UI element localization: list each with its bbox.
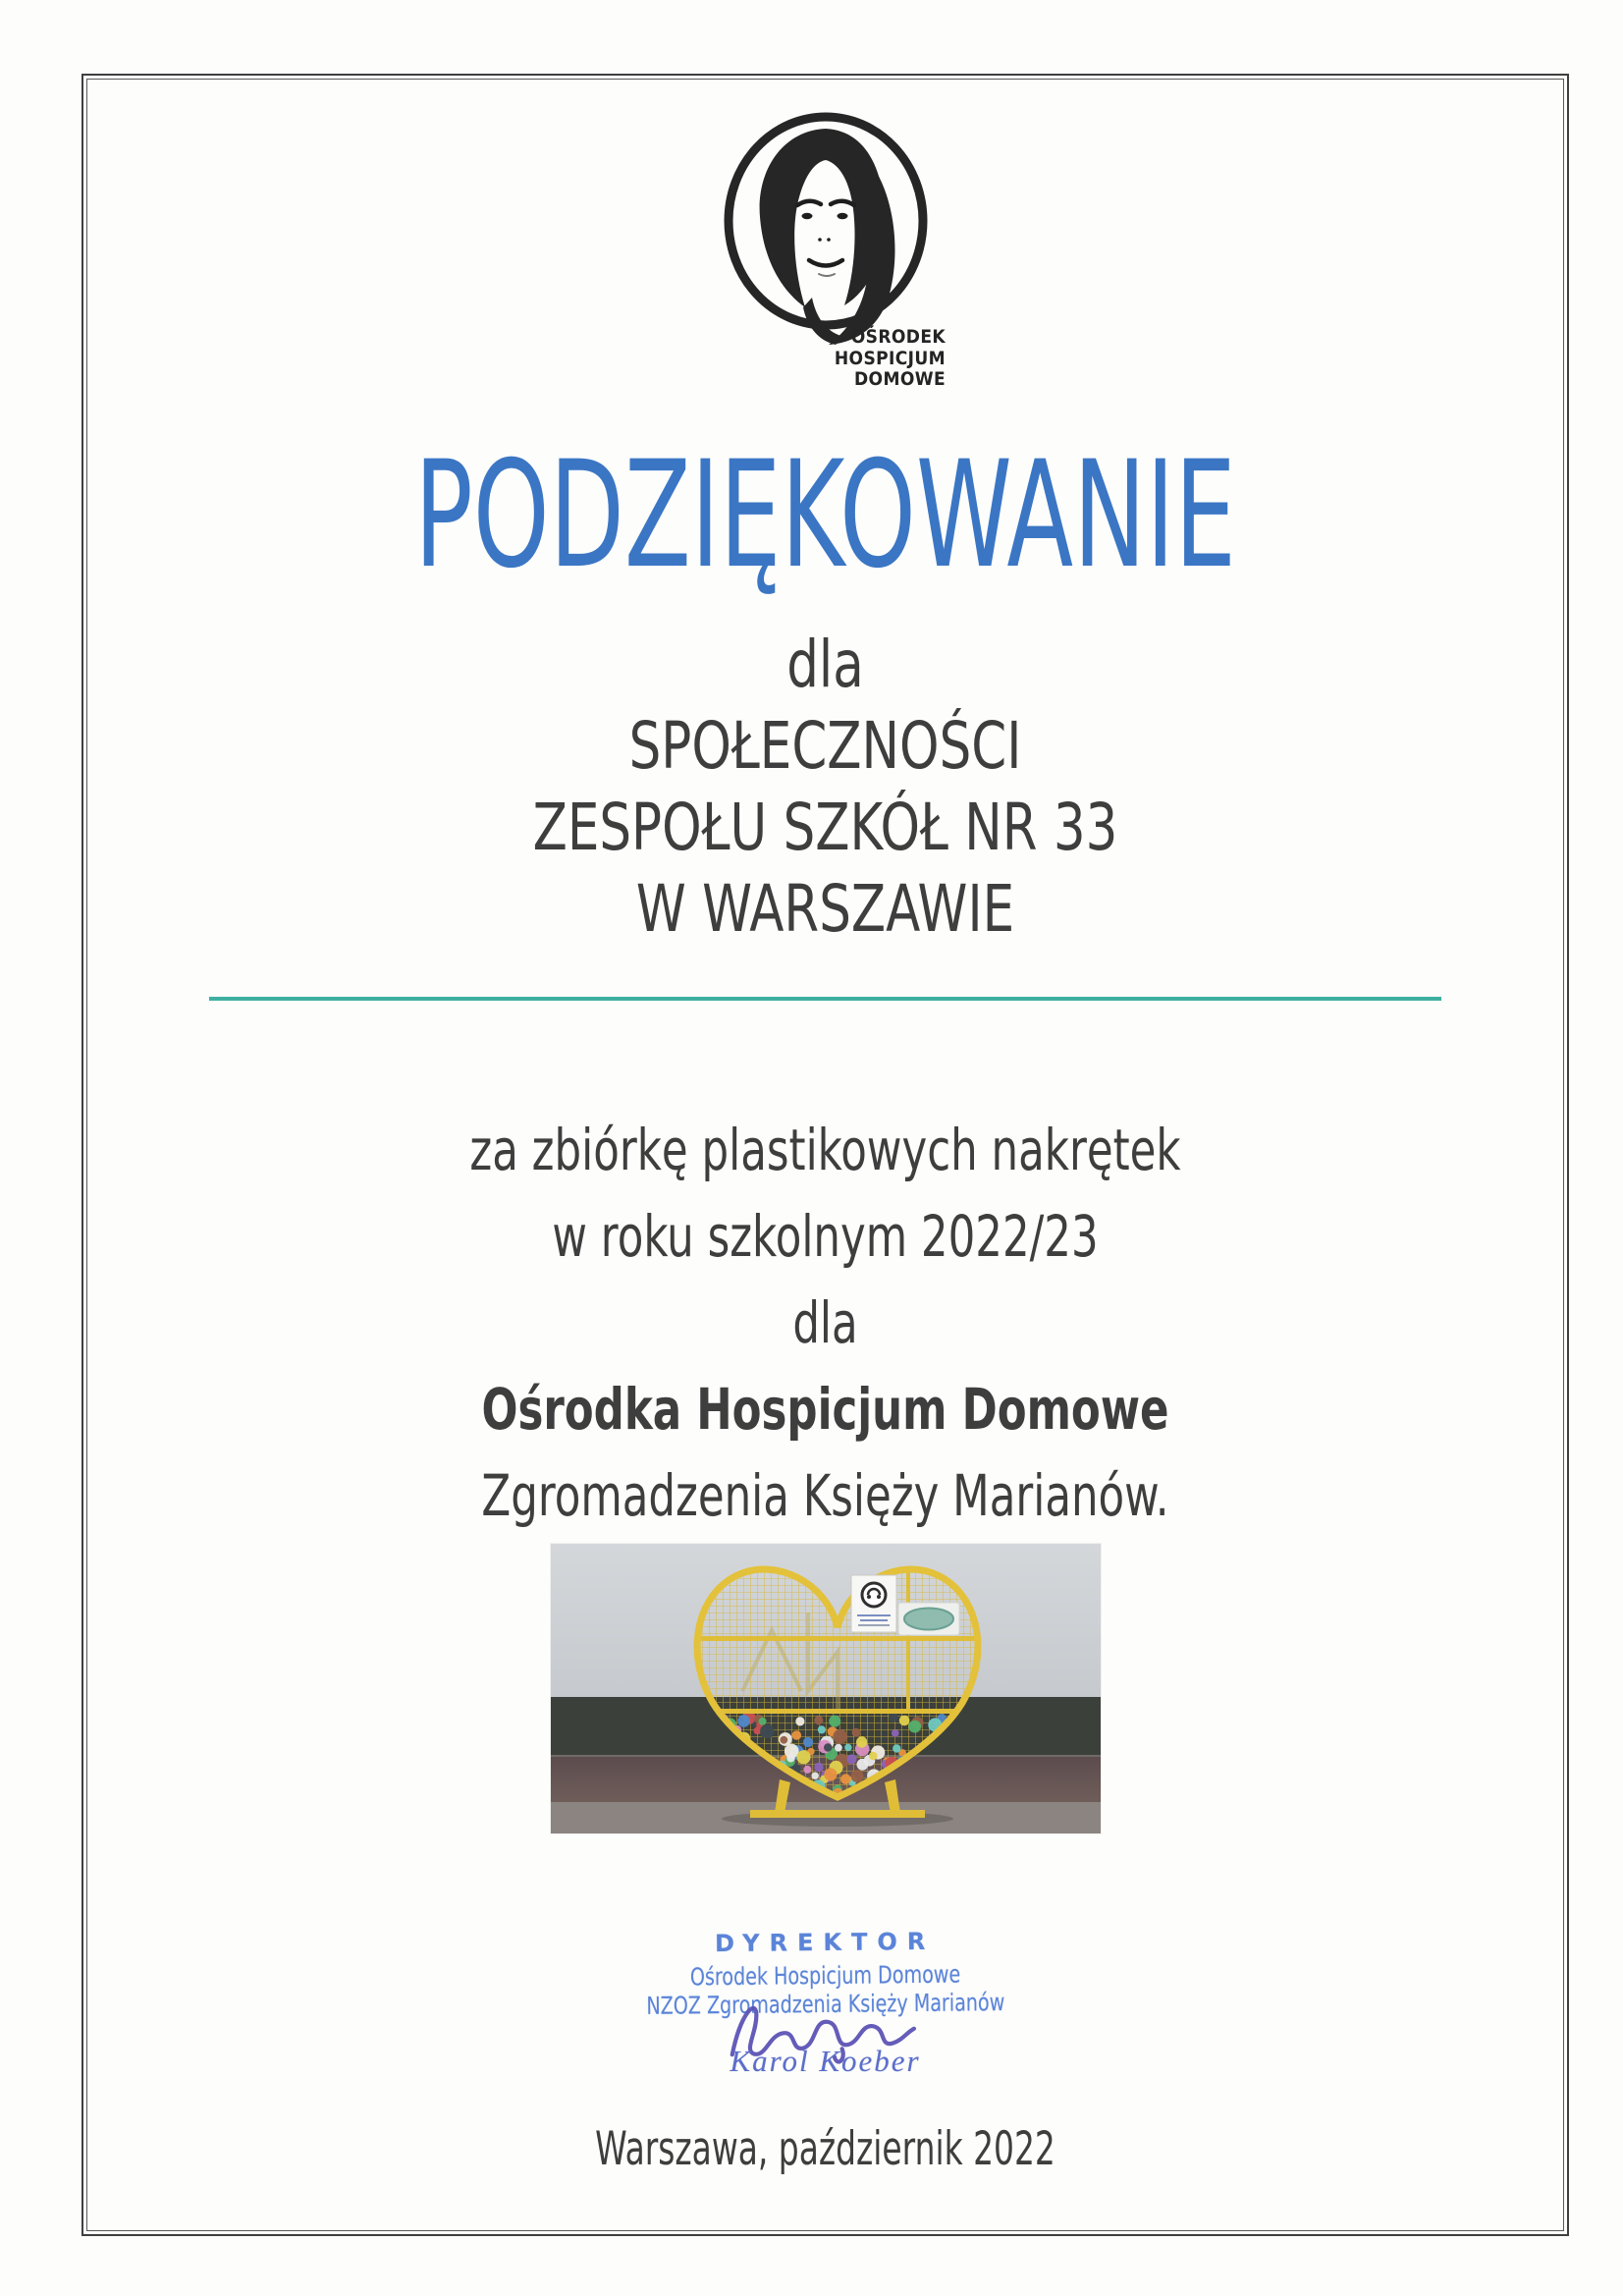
stamp-org-line: Ośrodek Hospicjum Domowe [689, 1959, 961, 1992]
heart-cage-illustration [551, 1544, 1101, 1833]
body-line: Zgromadzenia Księży Marianów. [481, 1462, 1169, 1529]
body-line-org-bold: Ośrodka Hospicjum Domowe [481, 1376, 1169, 1443]
certificate-content [81, 74, 1569, 2236]
recipient-line: SPOŁECZNOŚCI [628, 708, 1022, 784]
teal-divider-line [209, 997, 1441, 1001]
recipient-line: ZESPOŁU SZKÓŁ NR 33 [532, 790, 1118, 865]
body-line: za zbiórkę plastikowych nakrętek [469, 1117, 1181, 1183]
recipient-preposition: dla [786, 627, 864, 702]
body-line: w roku szkolnym 2022/23 [552, 1203, 1099, 1270]
signature-printed-name: Karol Koeber [730, 2044, 921, 2078]
woman-face-logo-icon [721, 111, 931, 345]
title-text: PODZIĘKOWANIE [414, 430, 1236, 601]
certificate-title [81, 430, 1569, 601]
oval-sticker [898, 1603, 959, 1635]
heart-container-photo [551, 1544, 1101, 1833]
logo-word-line: DOMOWE [854, 368, 946, 390]
hospice-logo [721, 111, 931, 349]
logo-word-line: HOSPICJUM [834, 347, 946, 369]
recipient-line: W WARSZAWIE [635, 871, 1015, 947]
stamp-org-line: NZOZ Zgromadzenia Księży Marianów [646, 1988, 1005, 2020]
body-text-block [81, 1107, 1569, 1539]
body-line: dla [792, 1289, 858, 1356]
recipient-block [81, 624, 1569, 950]
hospice-logo-wordmark [733, 327, 946, 391]
info-sign [851, 1575, 896, 1632]
stamp-role: DYREKTOR [714, 1927, 936, 1958]
place-and-date: Warszawa, październik 2022 [595, 2122, 1055, 2176]
logo-word-line: OŚRODEK [850, 326, 946, 348]
cage-base [750, 1810, 925, 1818]
